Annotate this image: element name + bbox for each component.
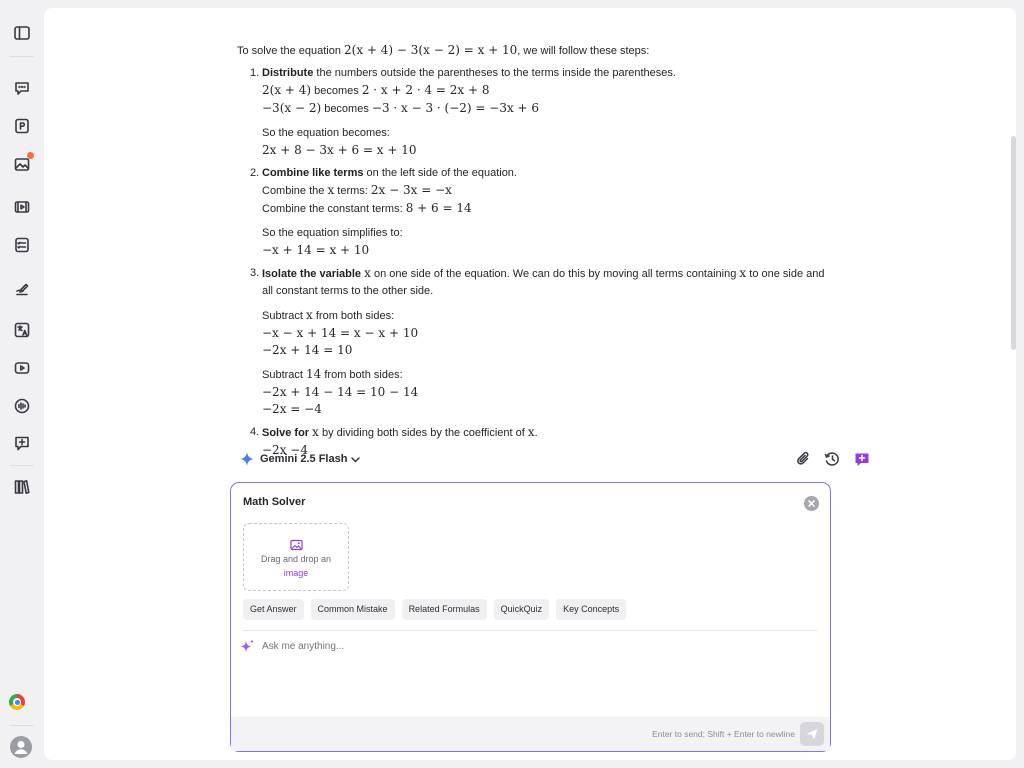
composer-title: Math Solver (243, 496, 306, 508)
new-chat-icon[interactable] (853, 450, 871, 468)
sparkle-icon (238, 638, 256, 656)
sidebar-divider (10, 725, 34, 726)
image-icon[interactable] (13, 155, 31, 173)
composer-divider (243, 630, 817, 631)
checklist-icon[interactable] (13, 236, 31, 254)
step-1: 1. Distribute the numbers outside the parentheses to the terms inside the parentheses. 2(x + 4) becomes 2 · x + 2 · 4 = 2x + 8 −3(x − 2) becomes −3 · x − 3 · (−2) = −3x + 6 So the equation becomes: 2x + 8 − 3x + 6 = x + 10 (250, 67, 676, 157)
send-hint: Enter to send; Shift + Enter to newline (652, 729, 795, 739)
write-icon[interactable] (13, 281, 31, 299)
composer-footer (231, 717, 830, 751)
model-bar (237, 450, 837, 470)
send-icon (805, 727, 819, 741)
intro-line: To solve the equation 2(x + 4) − 3(x − 2) = x + 10, we will follow these steps: (237, 43, 650, 57)
send-button[interactable] (800, 722, 824, 746)
dropzone-link[interactable]: image (283, 568, 309, 578)
step-3: 3. Isolate the variable x on one side of the equation. We can do this by moving all terms containing x to one side and all constant terms to the other side. Subtract x from both sides: −x − x + 14 = x − x + 10 −2x + 14 = 10 Subtract 14 from both sides: −2x + 14 − 14 = 10 − 14 −2x = −4 (250, 266, 825, 416)
video-icon[interactable] (13, 198, 31, 216)
paperclip-icon[interactable] (795, 450, 813, 468)
panel-toggle-icon[interactable] (13, 24, 31, 42)
pdf-icon[interactable] (13, 117, 31, 135)
chat-scroll-area[interactable] (44, 8, 1016, 457)
ask-input[interactable] (262, 641, 802, 652)
youtube-icon[interactable] (13, 359, 31, 377)
audio-icon[interactable] (13, 397, 31, 415)
composer (230, 482, 831, 752)
chevron-down-icon[interactable] (350, 454, 361, 465)
sidebar-divider (10, 465, 34, 466)
step-2: 2. Combine like terms on the left side of the equation. Combine the x terms: 2x − 3x = −x Combine the constant terms: 8 + 6 = 14 So the equation simplifies to: −x + 14 = x + 10 (250, 167, 517, 257)
translate-icon[interactable] (13, 321, 31, 339)
chip-common-mistake[interactable]: Common Mistake (311, 599, 395, 620)
user-avatar-icon[interactable] (10, 736, 32, 758)
dropzone-text: Drag and drop an (260, 554, 332, 564)
sparkle-star-icon (240, 452, 254, 466)
left-sidebar (0, 0, 44, 768)
history-icon[interactable] (823, 450, 841, 468)
chip-quickquiz[interactable]: QuickQuiz (494, 599, 550, 620)
step-4: 4. Solve for x by dividing both sides by the coefficient of x. −2x −4 (250, 425, 538, 457)
chip-key-concepts[interactable]: Key Concepts (556, 599, 626, 620)
feedback-icon[interactable] (13, 434, 31, 452)
suggestion-chips (243, 599, 626, 620)
image-dropzone[interactable] (243, 523, 349, 591)
image-upload-icon (290, 539, 303, 551)
chip-get-answer[interactable]: Get Answer (243, 599, 304, 620)
library-icon[interactable] (13, 478, 31, 496)
main-panel (44, 8, 1016, 760)
model-selector[interactable]: Gemini 2.5 Flash (260, 453, 348, 465)
notification-badge (27, 152, 34, 159)
chrome-icon[interactable] (9, 694, 25, 710)
sidebar-divider (10, 56, 34, 57)
close-icon[interactable] (804, 496, 819, 511)
chat-icon[interactable] (13, 79, 31, 97)
scrollbar-thumb[interactable] (1011, 136, 1016, 350)
chip-related-formulas[interactable]: Related Formulas (402, 599, 487, 620)
assistant-message (237, 42, 827, 465)
